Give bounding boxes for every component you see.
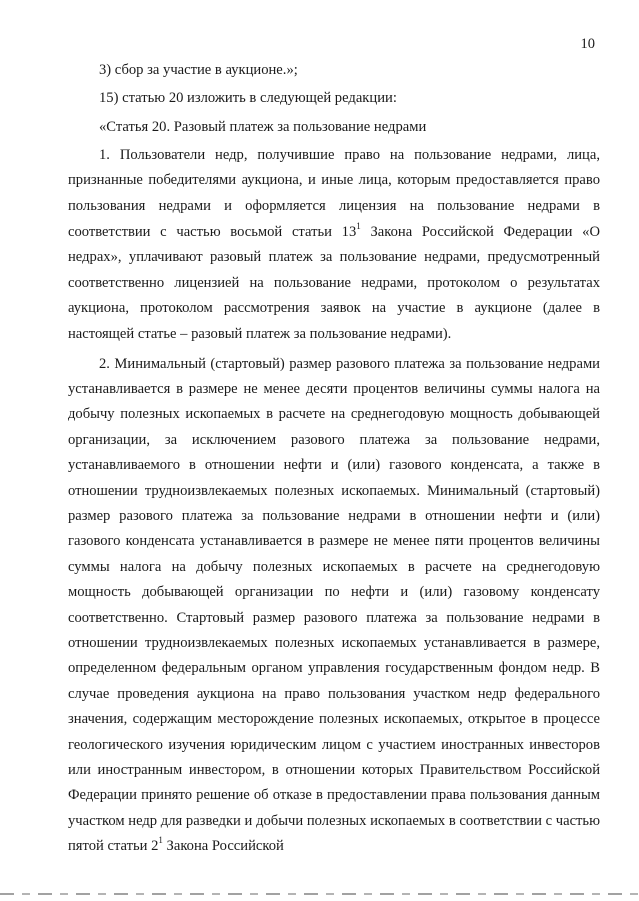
document-body [68,58,600,860]
line-item-15: 15) статью 20 изложить в следующей редакции: [99,89,397,106]
article-heading: «Статья 20. Разовый платеж за пользование недрами [99,119,427,136]
paragraph-2-text-cont: Закона Российской [162,838,284,855]
paragraph-2-text: 2. Минимальный (стартовый) размер разового платежа за пользование недрами устанавливается в размере не менее десяти процентов величины суммы налога на добычу полезных ископаемых в расчете на среднегодовую мощность добывающей организации, за исключением разового платежа за пользование недрами, устанавливаемого в отношении нефти и (или) газового конденсата, а также в отношении трудноизвлекаемых полезных ископаемых. Минимальный (стартовый) размер разового платежа за пользование недрами в отношении нефти и (или) газового конденсата устанавливается в размере не менее пяти процентов величины суммы налога на добычу полезных ископаемых в расчете на среднегодовую мощность добывающей организации по нефти и (или) газовому конденсату соответственно. Стартовый размер разового платежа за пользование недрами в отношении трудноизвлекаемых полезных ископаемых устанавливается в размере, определенном федеральным органом управления государственным фондом недр. В случае проведения аукциона на право пользования участком недр федерального значения, содержащим месторождение полезных ископаемых, открытое в процессе геологического изучения юридическим лицом с участием иностранных инвесторов или иностранным инвестором, в отношении которых Правительством Российской Федерации принято решение об отказе в предоставлении права пользования данным участком недр для разведки и добычи полезных ископаемых в соответствии с частью пятой статьи 2 [68,355,600,855]
paragraph-2 [68,352,600,860]
page-number: 10 [580,36,595,52]
line-item-3: 3) сбор за участие в аукционе.»; [99,62,298,78]
paragraph-1-text-cont: Закона Российской Федерации «О недрах», уплачивают разовый платеж за пользование недрами, предусмотренный соответственно лицензией на пользование недрами, протоколом о результатах аукциона, протоколом рассмотрения заявок на участие в аукционе (далее в настоящей статье – разовый платеж за пользование недрами). [68,223,601,342]
paragraph-1-text: 1. Пользователи недр, получившие право на пользование недрами, лица, признанные победителями аукциона, и иные лица, которым предоставляется право пользования недрами и оформляется лицензия на пользование недрами в соответствии с частью восьмой статьи 13 [68,146,600,240]
superscript: 1 [158,835,163,846]
scan-edge-artifact [0,893,639,895]
superscript: 1 [356,220,361,231]
paragraph-1 [68,143,600,348]
